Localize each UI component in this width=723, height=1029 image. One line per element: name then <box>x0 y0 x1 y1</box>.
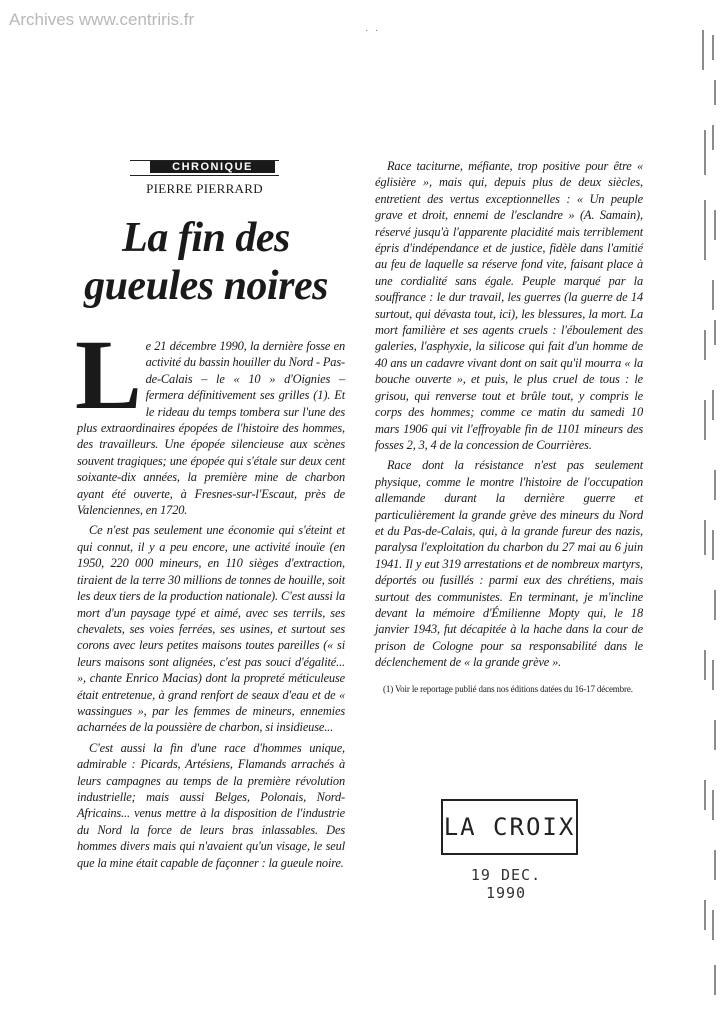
drop-cap: L <box>75 319 142 430</box>
scan-artifact: · · <box>365 26 381 37</box>
paragraph-5: Race dont la résistance n'est pas seulement physique, comme le montre l'histoire de l'occupation allemande durant la dernière guerre et particulièrement la grande grève des mineurs du Nord et du Pas-de-Calais, qui, à la grande fureur des nazis, paralysa l'exploitation du charbon du 27 mai au 6 juin 1941. Il y eut 319 arrestations et de nombreux martyrs, déportés ou fusillés : parmi eux des chrétiens, mais surtout des communistes. En terminant, je m'incline devant la mémoire d'Émilienne Mopty qui, le 18 janvier 1943, fut décapitée à la hache dans la cour de prison de Cologne pour sa responsabilité dans le déclenchement de « la grande grève ». <box>375 458 643 670</box>
watermark: Archives www.centriris.fr <box>9 10 195 29</box>
headline-line-2: gueules noires <box>84 263 328 309</box>
article-column-left <box>75 319 345 875</box>
rubric-label: CHRONIQUE <box>150 161 275 173</box>
paragraph-3: C'est aussi la fin d'une race d'hommes unique, admirable : Picards, Artésiens, Flamands arrachés à leurs campagnes au temps de la première révolution industrielle; mais aussi Belges, Polonais, Nord-Africains... venus mettre à la disposition de l'industrie du Nord la force de leurs bras inlassables. Des hommes divers mais qui n'avaient qu'un visage, le seul que la mine était capable de façonner : la gueule noire. <box>77 740 345 870</box>
paragraph-2: Ce n'est pas seulement une économie qui s'éteint et qui connut, il y a peu encore, une activité inouïe (en 1950, 220 000 mineurs, en 110 sièges d'extraction, tiraient de la terre 30 millions de tonnes de houille, soit les deux tiers de la production nationale). C'est aussi la mort d'un paysage typé et aimé, avec ses terrils, ses chevalets, ses voies ferrées, ses usines, et surtout ses corons avec leurs petites maisons toutes pareilles (« si leurs maisons sont alignées, c'est pas souci d'égalité... », chante Enrico Macias) dont la propreté méticuleuse était entretenue, à grand renfort de seaux d'eau et de « wassingues », par les femmes de mineurs, ennemies acharnées de la poussière de charbon, si insidieuse... <box>77 523 345 735</box>
paragraph-1 <box>75 319 345 518</box>
stamp-date: 19 DEC. 1990 <box>470 866 542 902</box>
paragraph-1-text: e 21 décembre 1990, la dernière fosse en activité du bassin houiller du Nord - Pas-de-Calais – le « 10 » d'Oignies – fermera définitivement ses grilles (1). Et le rideau du temps tombera sur l'une des plus extraordinaires épopées de l'histoire des hommes, des travailleurs. Une épopée silencieuse aux scènes souvent tragiques; une épopée qui s'étale sur deux cent soixante-dix années, la première mine de charbon ayant été ouverte, à Fresnes-sur-l'Escaut, près de Valenciennes, en 1720. <box>77 339 345 518</box>
headline-line-1: La fin des <box>122 215 290 261</box>
footnote: (1) Voir le reportage publié dans nos éditions datées du 16-17 décembre. <box>383 683 633 694</box>
author-byline: PIERRE PIERRARD <box>146 181 263 196</box>
page-edge-marks <box>693 0 723 1024</box>
article-column-right <box>375 158 643 695</box>
publication-stamp: LA CROIX <box>441 799 578 855</box>
paragraph-4: Race taciturne, méfiante, trop positive pour être « églisière », mais qui, depuis plus de deux siècles, entretient des vertus exceptionnelles : « Un peuple grave et droit, ennemi de l'esclandre » (A. Samain), réservé jusqu'à l'apparente placidité mais terriblement épris d'indépendance et de justice, fidèle dans l'amitié au feu de laquelle sa réserve fond vite, faisant place à une cordialité sans égale. Peuple marqué par la souffrance : le dur travail, les guerres (la guerre de 14 surtout, qui dévasta tout, ici), les blessures, la mort. La mort familière et ses agents cruels : l'éboulement des galeries, l'asphyxie, la silicose qui fait d'un homme de 40 ans un cadavre vivant dont on sait qu'il mourra « la bouche ouverte », et puis, le plus cruel de tous : le grisou, qui renverse tout et brûle tout, y compris le corps des hommes; comme ce matin du samedi 10 mars 1906 qui vit l'effroyable fin de 1101 mineurs des fosses 2, 3, 4 de la concession de Courrières. <box>375 159 643 452</box>
edge-marks-graphic <box>693 0 723 1024</box>
headline <box>75 214 337 310</box>
